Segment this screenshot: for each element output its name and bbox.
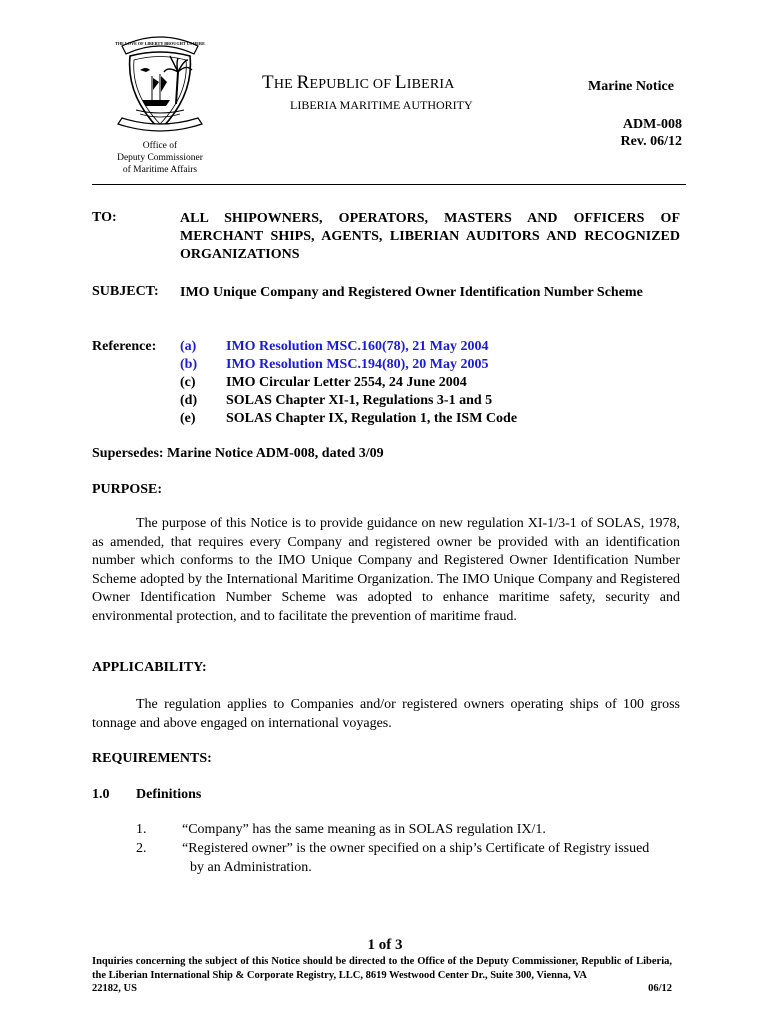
- to-label: TO:: [92, 210, 117, 225]
- office-line: of Maritime Affairs: [122, 165, 198, 175]
- reference-item[interactable]: (a) IMO Resolution MSC.160(78), 21 May 2004: [180, 339, 489, 354]
- office-block: [98, 140, 222, 176]
- footer-date: 06/12: [648, 983, 672, 994]
- supersedes-line: Supersedes: Marine Notice ADM-008, dated 3/09: [92, 446, 384, 461]
- applicability-heading: APPLICABILITY:: [92, 660, 207, 675]
- office-line: Office of: [142, 141, 178, 151]
- notice-type: Marine Notice: [588, 79, 674, 94]
- notice-number-block: [621, 116, 682, 150]
- reference-item: (d) SOLAS Chapter XI-1, Regulations 3-1 and 5: [180, 393, 493, 408]
- section-title: Definitions: [136, 787, 202, 802]
- liberia-seal-icon: [112, 26, 208, 138]
- footer-last-line: [92, 983, 672, 994]
- office-line: Deputy Commissioner: [117, 153, 203, 163]
- reference-item[interactable]: (b) IMO Resolution MSC.194(80), 20 May 2005: [180, 357, 489, 372]
- purpose-heading: PURPOSE:: [92, 482, 162, 497]
- definition-number: 1.: [136, 822, 147, 837]
- document-title: THE REPUBLIC OF LIBERIA: [262, 72, 455, 93]
- applicability-paragraph: The regulation applies to Companies and/or registered owners operating ships of 100 gross tonnage and above engaged on international voyages.: [92, 697, 680, 731]
- notice-number: ADM-008: [622, 117, 682, 132]
- requirements-heading: REQUIREMENTS:: [92, 751, 212, 766]
- page-number: 1 of 3: [367, 937, 403, 953]
- purpose-paragraph: The purpose of this Notice is to provide guidance on new regulation XI-1/3-1 of SOLAS, 1978, as amended, that requires every Company and registered owner be provided with an identification number which conforms to the IMO Unique Company and Registered Owner Identification Number Scheme adopted by the International Maritime Organization. The IMO Unique Company and Registered Owner Identification Number Scheme was adopted to enhance maritime safety, security and environmental protection, and to facilitate the prevention of maritime fraud.: [92, 516, 680, 624]
- subject-label: SUBJECT:: [92, 284, 159, 299]
- reference-link: IMO Resolution MSC.160(78), 21 May 2004: [226, 339, 489, 354]
- authority-subtitle: LIBERIA MARITIME AUTHORITY: [290, 98, 473, 112]
- to-recipients: ALL SHIPOWNERS, OPERATORS, MASTERS AND OFFICERS OF MERCHANT SHIPS, AGENTS, LIBERIAN AUDITORS AND RECOGNIZED ORGANIZATIONS: [180, 211, 680, 262]
- seal-motto: THE LOVE OF LIBERTY BROUGHT US HERE: [115, 41, 205, 46]
- definition-text: “Company” has the same meaning as in SOLAS regulation IX/1.: [182, 822, 546, 837]
- reference-label: Reference:: [92, 339, 157, 354]
- definition-text: “Registered owner” is the owner specified on a ship’s Certificate of Registry issued: [182, 841, 650, 856]
- section-number: 1.0: [92, 787, 110, 802]
- reference-link: IMO Resolution MSC.194(80), 20 May 2005: [226, 357, 489, 372]
- reference-item: (e) SOLAS Chapter IX, Regulation 1, the ISM Code: [180, 411, 518, 426]
- header-divider: [92, 184, 686, 185]
- definition-text-cont: by an Administration.: [190, 860, 312, 875]
- reference-item: (c) IMO Circular Letter 2554, 24 June 2004: [180, 375, 467, 390]
- notice-revision: Rev. 06/12: [620, 134, 682, 149]
- definition-number: 2.: [136, 841, 147, 856]
- subject-text: IMO Unique Company and Registered Owner Identification Number Scheme: [180, 285, 643, 300]
- footer-zip: 22182, US: [92, 983, 137, 994]
- footer-inquiries: Inquiries concerning the subject of this Notice should be directed to the Office of the Deputy Commissioner, Republic of Liberia, the Liberian International Ship & Corporate Registry, LLC, 8619 Westwood Center Dr., Suite 300, Vienna, VA: [92, 956, 672, 981]
